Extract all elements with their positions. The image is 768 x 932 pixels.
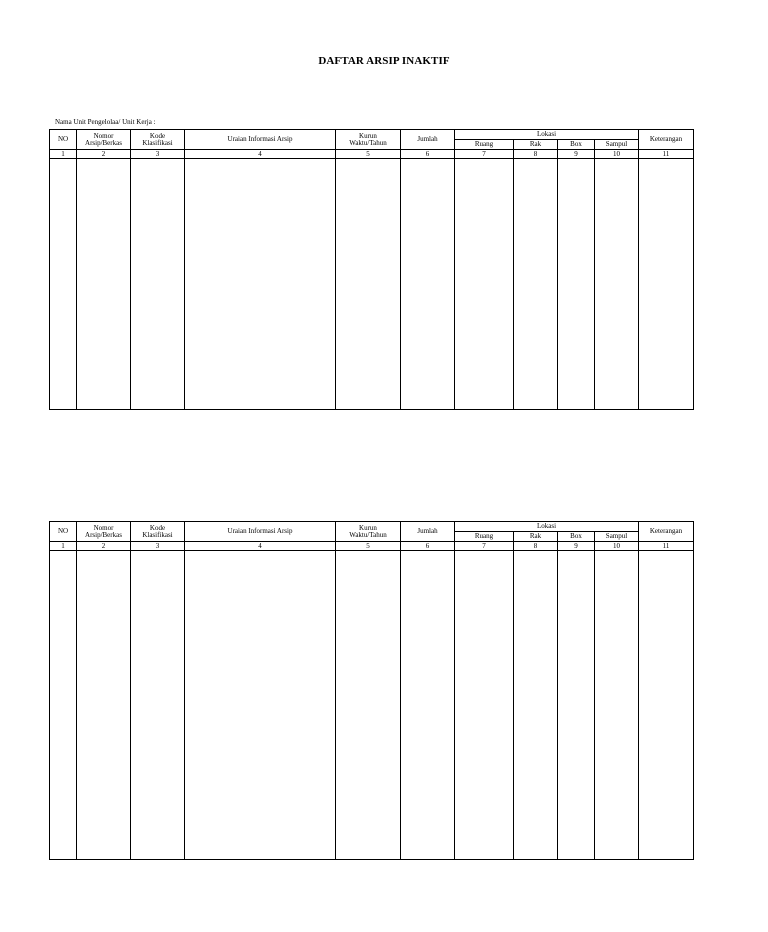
- column-number: 4: [185, 542, 336, 551]
- column-number: 3: [131, 542, 185, 551]
- cell-empty: [131, 159, 185, 410]
- column-number: 1: [50, 150, 77, 159]
- column-number: 5: [336, 150, 401, 159]
- cell-empty: [639, 159, 694, 410]
- column-number: 9: [558, 150, 595, 159]
- archive-table-1: [49, 129, 694, 410]
- cell-empty: [455, 159, 514, 410]
- header-jumlah: Jumlah: [401, 522, 455, 542]
- archive-table-2: [49, 521, 694, 860]
- table-body-row: [50, 551, 694, 860]
- header-uraian: Uraian Informasi Arsip: [185, 130, 336, 150]
- cell-empty: [401, 159, 455, 410]
- column-number: 3: [131, 150, 185, 159]
- column-number: 8: [514, 150, 558, 159]
- header-lokasi: Lokasi: [455, 522, 639, 532]
- column-number: 2: [77, 150, 131, 159]
- header-ruang: Ruang: [455, 140, 514, 150]
- header-keterangan: Keterangan: [639, 130, 694, 150]
- cell-empty: [639, 551, 694, 860]
- column-number: 9: [558, 542, 595, 551]
- header-kurun-line2: Waktu/Tahun: [349, 138, 387, 147]
- cell-empty: [77, 159, 131, 410]
- header-nomor: [77, 522, 131, 542]
- page-title: DAFTAR ARSIP INAKTIF: [318, 55, 450, 67]
- cell-empty: [558, 551, 595, 860]
- header-ruang: Ruang: [455, 532, 514, 542]
- cell-empty: [336, 551, 401, 860]
- cell-empty: [50, 551, 77, 860]
- header-nomor-line1: Nomor: [93, 523, 114, 532]
- header-sampul: Sampul: [595, 532, 639, 542]
- cell-empty: [401, 551, 455, 860]
- header-jumlah: Jumlah: [401, 130, 455, 150]
- cell-empty: [50, 159, 77, 410]
- header-rak: Rak: [514, 532, 558, 542]
- header-lokasi: Lokasi: [455, 130, 639, 140]
- column-number: 11: [639, 542, 694, 551]
- cell-empty: [595, 551, 639, 860]
- header-kurun-line1: Kurun: [359, 131, 377, 140]
- header-kode-line1: Kode: [149, 523, 166, 532]
- header-nomor-line2: Arsip/Berkas: [85, 138, 122, 147]
- header-kurun-line1: Kurun: [359, 523, 377, 532]
- column-number: 8: [514, 542, 558, 551]
- column-number: 1: [50, 542, 77, 551]
- header-kurun: [336, 130, 401, 150]
- header-nomor-line2: Arsip/Berkas: [85, 530, 122, 539]
- column-number: 6: [401, 542, 455, 551]
- header-rak: Rak: [514, 140, 558, 150]
- header-nomor: [77, 130, 131, 150]
- header-keterangan: Keterangan: [639, 522, 694, 542]
- column-number: 10: [595, 150, 639, 159]
- header-no: NO: [50, 522, 77, 542]
- column-number: 7: [455, 150, 514, 159]
- table-body-row: [50, 159, 694, 410]
- cell-empty: [514, 551, 558, 860]
- cell-empty: [185, 159, 336, 410]
- cell-empty: [595, 159, 639, 410]
- header-kode-line2: Klasifikasi: [142, 138, 173, 147]
- cell-empty: [558, 159, 595, 410]
- cell-empty: [336, 159, 401, 410]
- header-kode: [131, 522, 185, 542]
- column-number: 6: [401, 150, 455, 159]
- header-kurun-line2: Waktu/Tahun: [349, 530, 387, 539]
- header-kurun: [336, 522, 401, 542]
- header-nomor-line1: Nomor: [93, 131, 114, 140]
- header-sampul: Sampul: [595, 140, 639, 150]
- header-box: Box: [558, 140, 595, 150]
- header-no: NO: [50, 130, 77, 150]
- column-number: 5: [336, 542, 401, 551]
- cell-empty: [77, 551, 131, 860]
- cell-empty: [514, 159, 558, 410]
- header-kode-line1: Kode: [149, 131, 166, 140]
- column-number: 4: [185, 150, 336, 159]
- column-number: 7: [455, 542, 514, 551]
- header-box: Box: [558, 532, 595, 542]
- cell-empty: [131, 551, 185, 860]
- column-number: 2: [77, 542, 131, 551]
- cell-empty: [185, 551, 336, 860]
- column-number: 11: [639, 150, 694, 159]
- header-kode: [131, 130, 185, 150]
- header-uraian: Uraian Informasi Arsip: [185, 522, 336, 542]
- header-kode-line2: Klasifikasi: [142, 530, 173, 539]
- column-number: 10: [595, 542, 639, 551]
- cell-empty: [455, 551, 514, 860]
- unit-label: Nama Unit Pengelolaa/ Unit Kerja :: [55, 118, 156, 126]
